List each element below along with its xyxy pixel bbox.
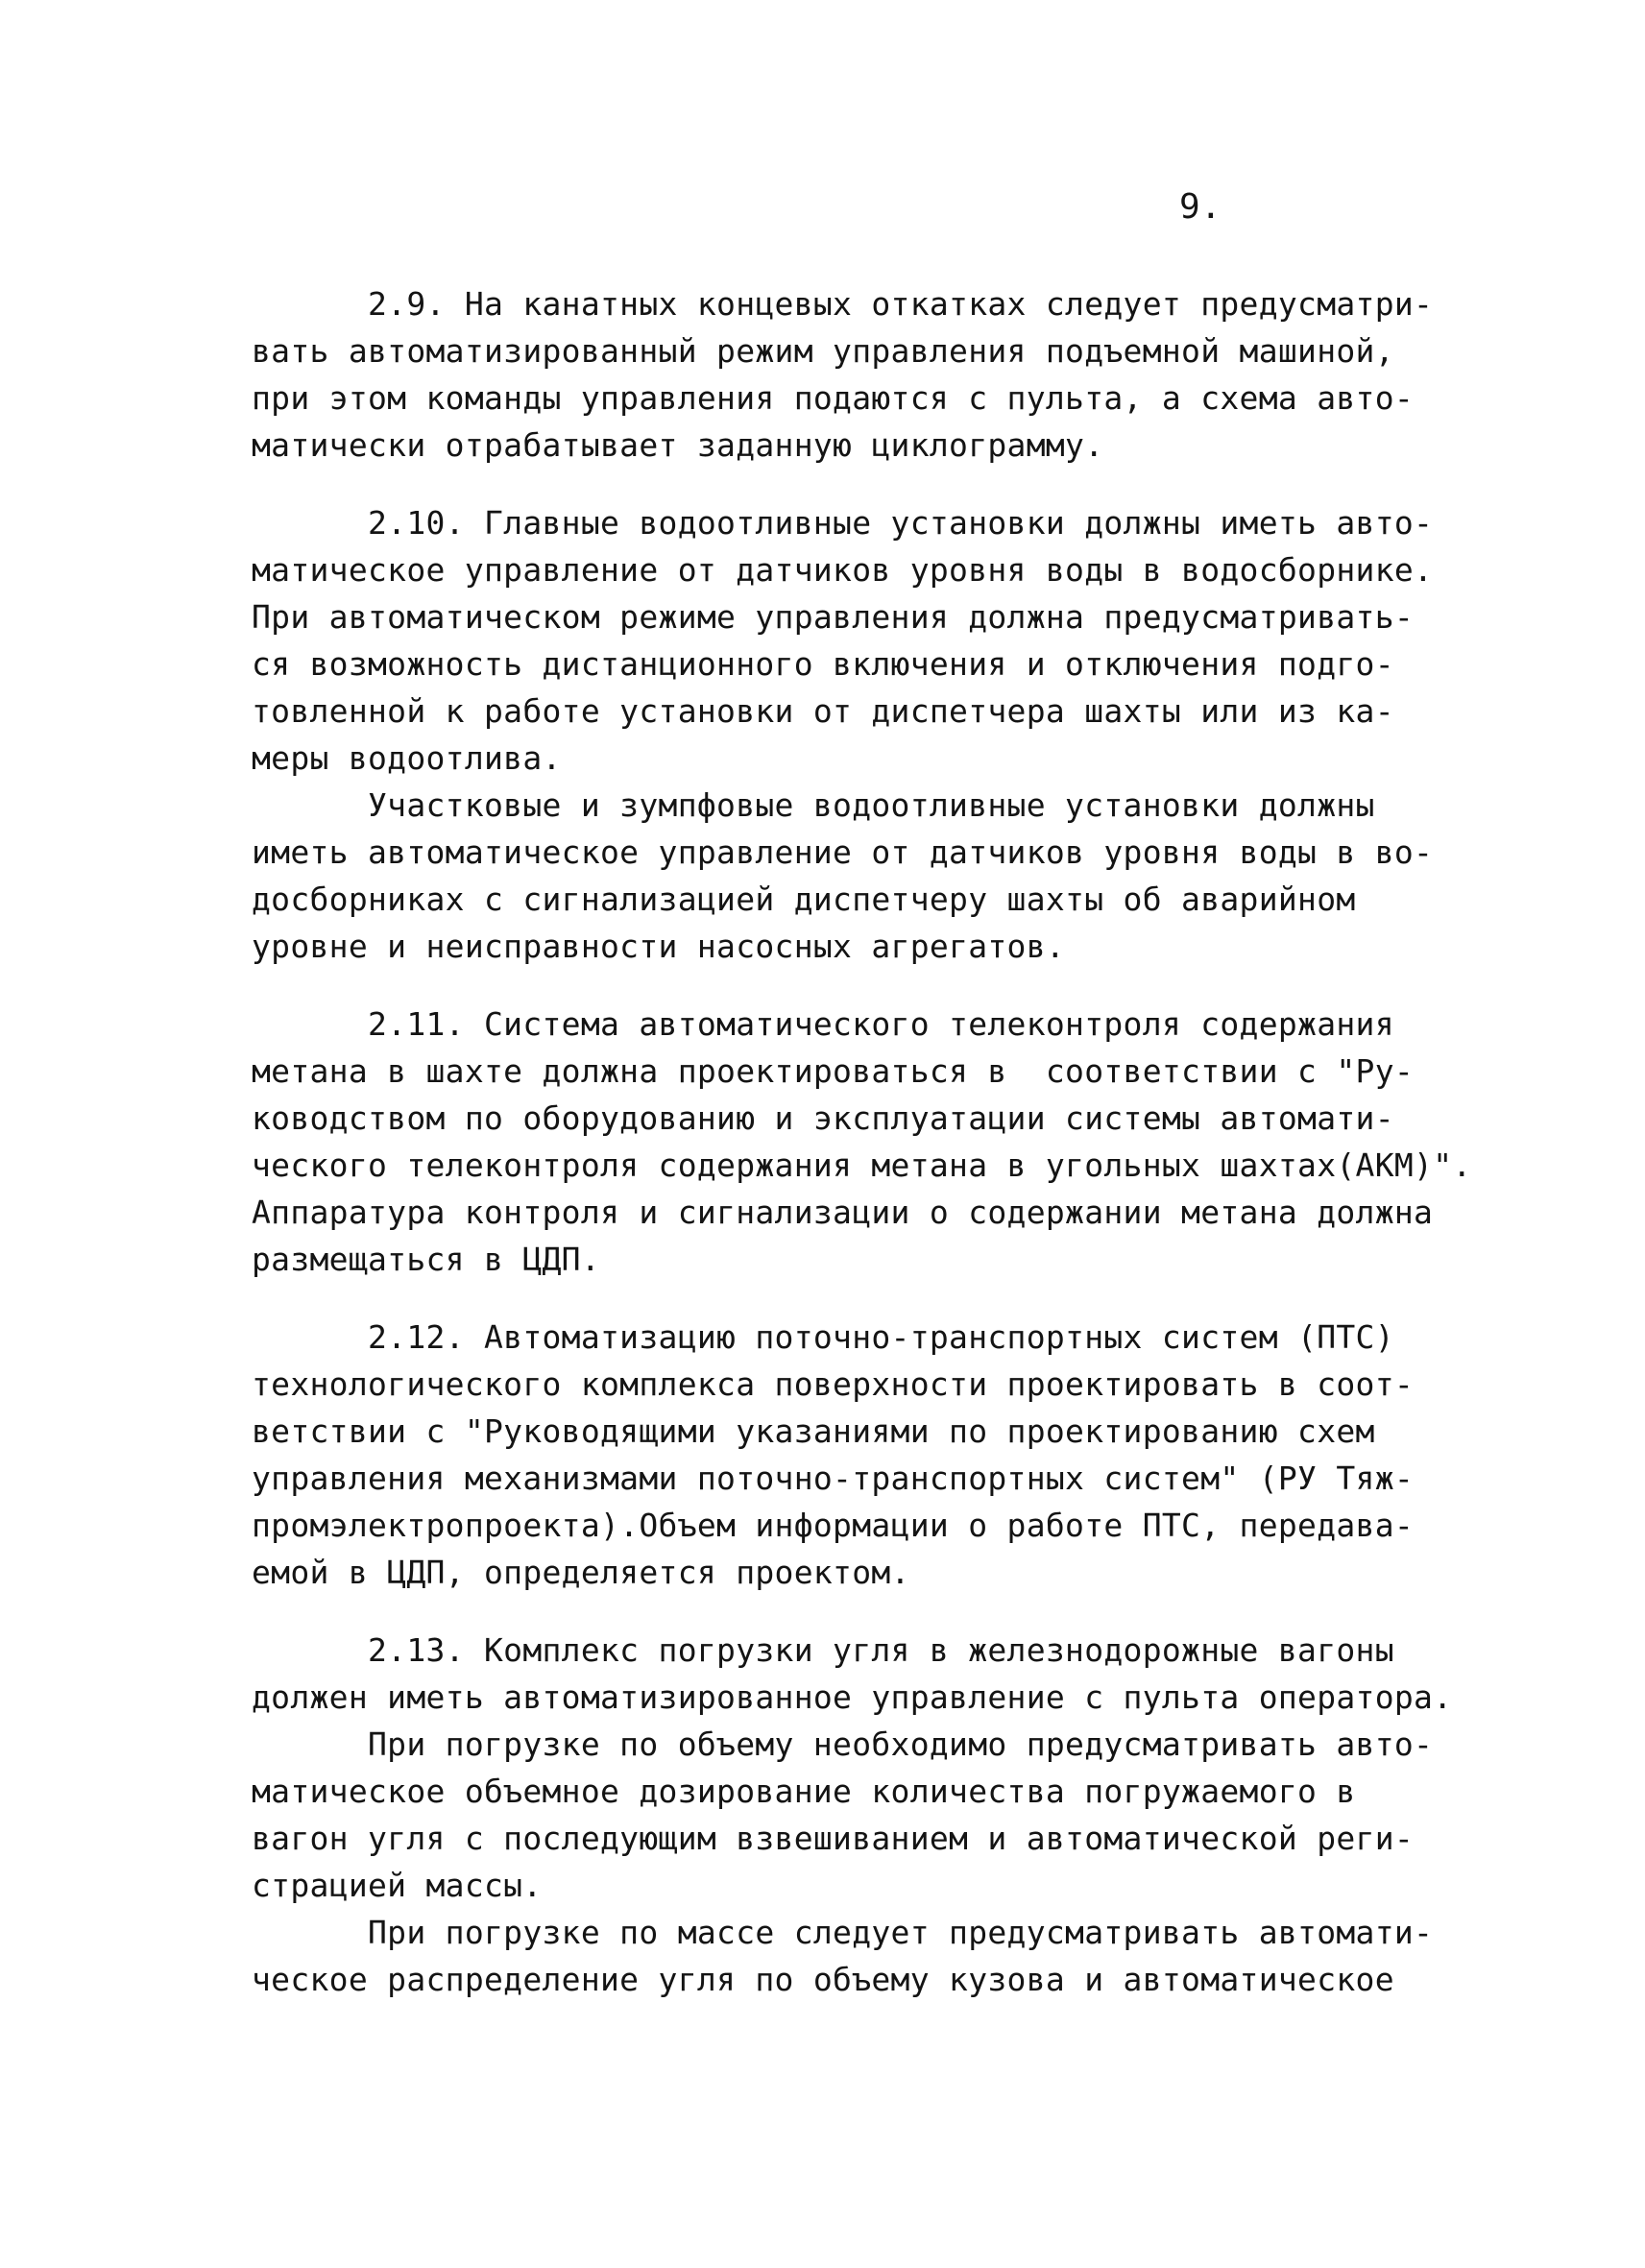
text-line: Участковые и зумпфовые водоотливные установки должны bbox=[252, 786, 1375, 824]
text-line: ческого телеконтроля содержания метана в угольных шахтах(АКМ)". bbox=[252, 1146, 1472, 1184]
text-line: 2.9. На канатных концевых откатках следует предусматри- bbox=[252, 285, 1434, 323]
text-line: 2.10. Главные водоотливные установки должны иметь авто- bbox=[252, 504, 1434, 542]
text-line: вагон угля с последующим взвешиванием и автоматической реги- bbox=[252, 1820, 1415, 1857]
text-line: вать автоматизированный режим управления подъемной машиной, bbox=[252, 332, 1394, 370]
text-line: матическое управление от датчиков уровня воды в водосборнике. bbox=[252, 551, 1434, 589]
text-line: товленной к работе установки от диспетчера шахты или из ка- bbox=[252, 692, 1394, 730]
text-line: должен иметь автоматизированное управление с пульта оператора. bbox=[252, 1678, 1453, 1716]
text-line: ководством по оборудованию и эксплуатации системы автомати- bbox=[252, 1099, 1394, 1137]
text-line: управления механизмами поточно-транспортных систем" (РУ Тяж- bbox=[252, 1460, 1415, 1497]
text-line: меры водоотлива. bbox=[252, 739, 562, 777]
text-line: при этом команды управления подаются с пульта, а схема авто- bbox=[252, 379, 1415, 417]
text-line: 2.13. Комплекс погрузки угля в железнодорожные вагоны bbox=[252, 1631, 1394, 1669]
text-line: При автоматическом режиме управления должна предусматривать- bbox=[252, 598, 1415, 636]
text-line: матическое объемное дозирование количества погружаемого в bbox=[252, 1773, 1356, 1810]
text-line: иметь автоматическое управление от датчиков уровня воды в во- bbox=[252, 833, 1434, 871]
text-line: ческое распределение угля по объему кузова и автоматическое bbox=[252, 1961, 1394, 1998]
text-line: ся возможность дистанционного включения и отключения подго- bbox=[252, 645, 1394, 683]
text-line: досборниках с сигнализацией диспетчеру шахты об аварийном bbox=[252, 881, 1356, 918]
text-line: 2.11. Система автоматического телеконтроля содержания bbox=[252, 1005, 1394, 1043]
text-line: технологического комплекса поверхности проектировать в соот- bbox=[252, 1365, 1415, 1403]
text-line: матически отрабатывает заданную циклограмму. bbox=[252, 426, 1104, 464]
text-line: ветствии с "Руководящими указаниями по проектированию схем bbox=[252, 1412, 1375, 1450]
text-line: страцией массы. bbox=[252, 1867, 543, 1904]
text-line: емой в ЦДП, определяется проектом. bbox=[252, 1554, 910, 1591]
text-line: При погрузке по объему необходимо предусматривать авто- bbox=[252, 1725, 1434, 1763]
text-line: метана в шахте должна проектироваться в соответствии с "Ру- bbox=[252, 1052, 1415, 1090]
text-line: уровне и неисправности насосных агрегатов. bbox=[252, 928, 1066, 965]
text-line: размещаться в ЦДП. bbox=[252, 1241, 601, 1278]
text-line: 2.12. Автоматизацию поточно-транспортных систем (ПТС) bbox=[252, 1318, 1394, 1356]
page-number: 9. bbox=[1179, 187, 1222, 227]
text-line: Аппаратура контроля и сигнализации о содержании метана должна bbox=[252, 1194, 1434, 1231]
text-line: При погрузке по массе следует предусматривать автомати- bbox=[252, 1914, 1434, 1951]
text-line: промэлектропроекта).Объем информации о работе ПТС, передава- bbox=[252, 1507, 1415, 1544]
